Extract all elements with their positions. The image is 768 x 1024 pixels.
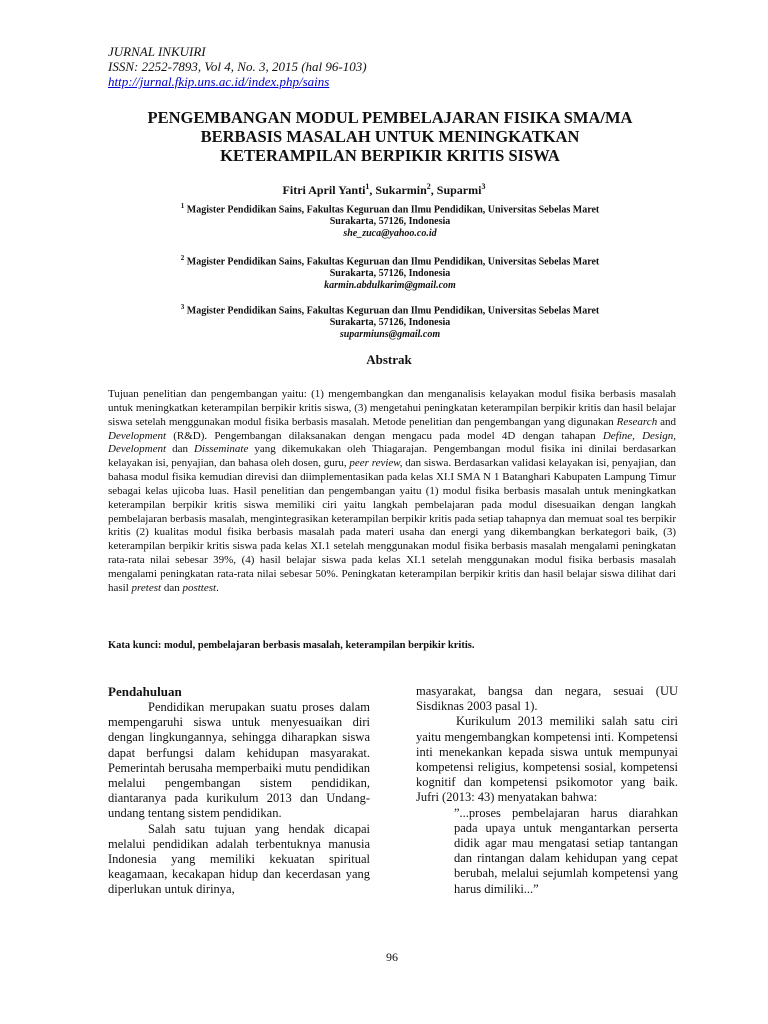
- affiliation-city: Surakarta, 57126, Indonesia: [329, 317, 451, 329]
- affiliation-city: Surakarta, 57126, Indonesia: [329, 216, 451, 228]
- affiliation-mark: 1: [180, 202, 185, 210]
- affiliation-mark: 2: [180, 254, 185, 262]
- affiliation-3: [140, 301, 640, 341]
- abstract-segment: dan: [166, 443, 194, 456]
- abstract-segment: .: [216, 581, 219, 594]
- abstract-emphasis: Disseminate: [193, 443, 249, 456]
- abstract-segment: dan: [161, 581, 183, 594]
- abstract-segment: Tujuan penelitian dan pengembangan yaitu: (1) mengembangkan dan menganalisis kelayakan modul fisika berbasis masalah untuk meningkatkan keterampilan berpikir kritis siswa, (3) mengetahui peningkatan keterampilan berpikir kritis dan hasil belajar siswa setelah menggunakan modul fisika berbasis masalah. Metode penelitian dan pengembangan yang digunakan: [108, 388, 676, 428]
- affiliation-institution: Magister Pendidikan Sains, Fakultas Keguruan dan Ilmu Pendidikan, Universitas Sebelas Maret: [184, 204, 600, 216]
- author-2: Sukarmin: [375, 183, 427, 197]
- author-separator: ,: [430, 183, 437, 197]
- affiliation-1: [140, 200, 640, 240]
- author-2-mark: 2: [426, 182, 431, 191]
- affiliation-email: karmin.abdulkarim@gmail.com: [324, 280, 456, 292]
- abstract-emphasis: Define, Design, Development: [108, 429, 677, 456]
- journal-name: JURNAL INKUIRI: [108, 44, 206, 59]
- body-column-left: [108, 684, 370, 898]
- title-line-2: BERBASIS MASALAH UNTUK MENINGKATKAN: [200, 127, 580, 146]
- abstract-segment: (R&D). Pengembangan dilaksanakan dengan mengacu pada model 4D dengan tahapan: [166, 429, 603, 442]
- affiliation-institution: Magister Pendidikan Sains, Fakultas Keguruan dan Ilmu Pendidikan, Universitas Sebelas Maret: [184, 305, 600, 317]
- abstract-segment: yang dikemukakan oleh Thiagarajan. Pengembangan modul fisika ini dinilai berdasarkan kelayakan isi, penyajian, dan bahasa oleh dosen, guru,: [108, 443, 676, 470]
- abstract-emphasis: Development: [108, 429, 167, 442]
- abstract-emphasis: posttest: [182, 581, 217, 594]
- title-line-1: PENGEMBANGAN MODUL PEMBELAJARAN FISIKA SMA/MA: [147, 108, 633, 127]
- author-separator: ,: [369, 183, 376, 197]
- abstract-text: [108, 388, 676, 596]
- body-paragraph: masyarakat, bangsa dan negara, sesuai (UU Sisdiknas 2003 pasal 1).: [416, 684, 678, 714]
- abstract-segment: and: [657, 415, 677, 428]
- abstract-heading: Abstrak: [366, 352, 412, 367]
- abstract-emphasis: Research: [616, 415, 658, 428]
- body-paragraph: Salah satu tujuan yang hendak dicapai melalui pendidikan adalah terbentuknya manusia Indonesia yang memiliki kekuatan spiritual keagamaan, kecakapan hidup dan kecerdasan yang diperlukan untuk dirinya,: [108, 821, 370, 897]
- paper-title: [100, 108, 680, 165]
- page-number: 96: [386, 950, 398, 964]
- affiliation-city: Surakarta, 57126, Indonesia: [329, 268, 451, 280]
- keywords: Kata kunci: modul, pembelajaran berbasis masalah, keterampilan berpikir kritis.: [108, 640, 475, 651]
- journal-header: [108, 44, 367, 89]
- author-1-mark: 1: [365, 182, 370, 191]
- affiliation-email: suparmiuns@gmail.com: [339, 329, 441, 341]
- journal-url-link[interactable]: http://jurnal.fkip.uns.ac.id/index.php/sains: [108, 74, 330, 89]
- author-list: [0, 182, 768, 198]
- affiliation-institution: Magister Pendidikan Sains, Fakultas Keguruan dan Ilmu Pendidikan, Universitas Sebelas Maret: [184, 256, 600, 268]
- block-quote: ”...proses pembelajaran harus diarahkan pada upaya untuk mengantarkan perserta didik agar mau mengatasi setiap tantangan dan rintangan dalam kehidupan yang cepat berubah, melalui sejumlah kompetensi yang harus dimiliki...”: [454, 805, 678, 896]
- body-paragraph: Pendidikan merupakan suatu proses dalam mempengaruhi siswa untuk menyesuaikan diri dengan lingkungannya, sehingga diharapkan siswa dapat berfungsi dalam kehidupan masyarakat. Pemerintah berusaha memperbaiki mutu pendidikan melalui pengembangan sistem pendidikan, diantaranya pada kurikulum 2013 dan Undang-undang tentang sistem pendidikan.: [108, 700, 370, 821]
- issn-line: ISSN: 2252-7893, Vol 4, No. 3, 2015 (hal 96-103): [108, 59, 367, 74]
- affiliation-2: [140, 252, 640, 292]
- title-line-3: KETERAMPILAN BERPIKIR KRITIS SISWA: [220, 146, 560, 165]
- abstract-emphasis: peer review,: [349, 457, 403, 470]
- author-3-mark: 3: [481, 182, 486, 191]
- author-1: Fitri April Yanti: [282, 183, 366, 197]
- affiliation-mark: 3: [180, 303, 185, 311]
- abstract-segment: dan siswa. Berdasarkan validasi kelayakan isi, penyajian, dan bahasa modul fisika kemudian direvisi dan diimplementasikan pada kelas XI.I SMA N 1 Batanghari Kabupaten Lampung Timur sebagai kelas ujicoba luas. Hasil penelitian dan pengembangan yaitu (1) modul fisika berbasis masalah untuk meningkatkan keterampilan berpikir kritis siswa memiliki ciri yaitu langkah pembelajaran pada modul disesuaikan dengan langkah pembelajaran berbasis masalah, mengintegrasikan keterampilan berpikir kritis pada setiap tahapnya dan memuat soal tes berpikir kritis (2) kualitas modul fisika berbasis masalah pada materi usaha dan energi yang dikembangkan berkategori baik, (3) keterampilan berpikir kritis siswa pada kelas XI.1 setelah menggunakan modul fisika berbasis masalah mengalami peningkatan rata-rata nilai sebesar 39%, (4) hasil belajar siswa pada kelas XI.1 setelah menggunakan modul fisika berbasis masalah mengalami peningkatan rata-rata nilai sebesar 50%. Peningkatan keterampilan berpikir kritis dan hasil belajar siswa dilihat dari hasil: [108, 457, 676, 594]
- section-heading: Pendahuluan: [108, 684, 182, 699]
- author-3: Suparmi: [436, 183, 482, 197]
- abstract-emphasis: pretest: [131, 581, 162, 594]
- body-column-right: [416, 684, 678, 897]
- body-paragraph: Kurikulum 2013 memiliki salah satu ciri yaitu mengembangkan kompetensi inti. Kompetensi inti menekankan kepada siswa untuk mempunyai kompetensi religius, kompetensi sosial, kompetensi kognitif dan kompetensi psikomotor yang baik. Jufri (2013: 43) menyatakan bahwa:: [416, 714, 678, 805]
- affiliation-email: she_zuca@yahoo.co.id: [343, 228, 437, 240]
